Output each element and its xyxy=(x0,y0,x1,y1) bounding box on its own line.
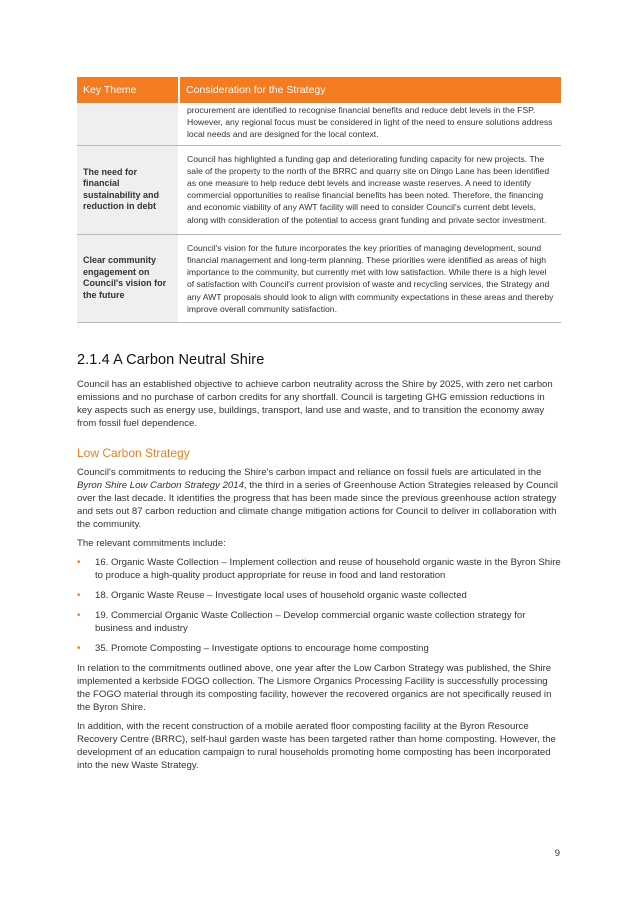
carbon-neutral-section xyxy=(77,352,561,778)
table-header xyxy=(77,77,561,103)
strategy-considerations-table xyxy=(77,77,561,323)
composting-paragraph: In addition, with the recent construction of a mobile aerated floor composting facility at the Byron Resource Recovery Centre (BRRC), self-haul garden waste has been targeted rather than home composting. However, the development of an education campaign to rural households promoting home composting has been incorporated into the new Waste Strategy. xyxy=(77,721,556,771)
list-item: • 19. Commercial Organic Waste Collection – Develop commercial organic waste collection strategy for business and industry xyxy=(77,610,526,634)
row-consideration: Council's vision for the future incorporates the key priorities of managing development, sound financial management and long-term planning. These priorities were identified as areas of high importance to the community, but currently met with low satisfaction. While there is a high level of satisfaction with Council's current provision of waste and recycling services, the Strategy and any AWT proposals should look to align with community expectations in these areas and thereby improve overall community satisfaction. xyxy=(187,242,554,314)
low-carbon-paragraph: Council's commitments to reducing the Shire's carbon impact and reliance on fossil fuels are articulated in the Byron Shire Low Carbon Strategy 2014, the third in a series of Greenhouse Action Strategies released by Council over the last decade. It identifies the progress that has been made since the previous greenhouse action strategy and sets out 87 carbon reduction and climate change mitigation actions for Council to deliver in collaboration with the community. xyxy=(77,467,559,530)
bullet-icon: • xyxy=(77,590,81,601)
commitments-list xyxy=(77,556,561,655)
list-intro: The relevant commitments include: xyxy=(77,538,226,549)
row-theme xyxy=(77,103,180,145)
bullet-icon: • xyxy=(77,643,81,654)
table-row xyxy=(77,146,561,235)
subheading-low-carbon-strategy: Low Carbon Strategy xyxy=(77,446,190,460)
header-key-theme: Key Theme xyxy=(77,77,180,103)
bullet-icon: • xyxy=(77,557,81,568)
row-consideration: procurement are identified to recognise financial benefits and reduce debt levels in the FSP. However, any regional focus must be considered in light of the need to ensure solutions address local needs and are designed for the local context. xyxy=(187,105,553,140)
table-row xyxy=(77,235,561,323)
bullet-icon: • xyxy=(77,610,81,621)
list-item: • 18. Organic Waste Reuse – Investigate local uses of household organic waste collected xyxy=(77,590,467,601)
list-item: • 35. Promote Composting – Investigate options to encourage home composting xyxy=(77,643,429,654)
row-theme: The need for financial sustainability and reduction in debt xyxy=(77,146,180,234)
fogo-paragraph: In relation to the commitments outlined above, one year after the Low Carbon Strategy was published, the Shire implemented a kerbside FOGO collection. The Lismore Organics Processing Facility is successfully processing the FOGO material through its composting facility, however the recovered organics are not specifically reused in the Byron Shire. xyxy=(77,663,552,713)
page-number: 9 xyxy=(554,848,560,859)
list-item: • 16. Organic Waste Collection – Implement collection and reuse of household organic waste in the Byron Shire to produce a high-quality product appropriate for reuse in food and land restoration xyxy=(77,557,561,581)
table-row xyxy=(77,103,561,146)
section-heading: 2.1.4 A Carbon Neutral Shire xyxy=(77,352,265,368)
header-consideration: Consideration for the Strategy xyxy=(180,77,561,103)
section-intro: Council has an established objective to achieve carbon neutrality across the Shire by 2025, with zero net carbon emissions and no purchase of carbon credits for any shortfall. Council is targeting GHG emission reductions in key aspects such as energy use, buildings, transport, land use and waste, and to transition the economy away from fossil fuel dependence. xyxy=(77,379,553,429)
row-consideration: Council has highlighted a funding gap and deteriorating funding capacity for new projects. The sale of the property to the north of the BRRC and quarry site on Dingo Lane has been identified as one measure to help reduce debt levels and increase waste reserves. A need to identify commercial opportunities to realise financial benefits has been noted. Therefore, the financing and economic viability of any AWT facility will need to consider Council's current debt levels, along with consideration of the potential to access grant funding and private sector investment. xyxy=(187,153,550,225)
row-theme: Clear community engagement on Council's vision for the future xyxy=(77,235,180,322)
